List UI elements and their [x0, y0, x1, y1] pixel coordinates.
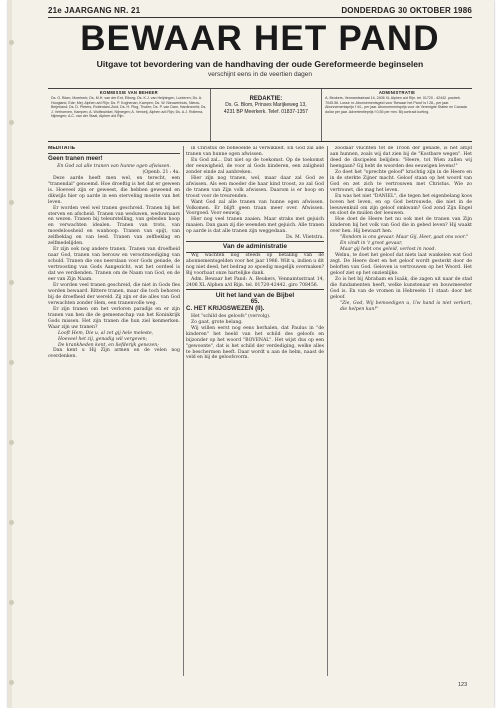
paragraph: En God zal... Dat niet op de toekomst. Op de toekomst der eeuwigheid, de voor al Gods kinderen, een zaligheid zonder einde zal aanbreken.	[186, 157, 324, 175]
administration-text: A. Beukers, Vennamtsstraat 14, 2406 XL Alphen a/d Rijn. tel. 01720 - 42442. postrek. 7045.56. Losse nr. Abonnementsgeld voor 'Bewaar het Pand' is f 28,- per jaar. Abonnementsprijs f 44,- per jaar. Abonnementsprijs voor de Verenigde Staten en Canada dollar per jaar. Advertentieprijs f 0,55 per mm. Bij contract korting.	[325, 96, 467, 114]
paragraph: Wij willen eerst nog eens herhalen, dat Paulus in "de kinderen" het beeld van het schild des geloofs en bijzonder op het woord "BOVENAL". Het wijst dus op een "gewoonte", dat is het schild der verdediging, welke alles te beschermen heeft. Daar wordt u aan de helm, naast de veld en bij de geloofsvorm.	[186, 325, 324, 361]
bible-article-number: 65.	[250, 297, 260, 305]
paragraph: Zo gaat, grote belang.	[191, 319, 243, 325]
scripture-quote: En God zal alle tranen van hunne ogen afwissen.	[57, 163, 171, 169]
issue-number: 21e JAARGANG NR. 21	[48, 6, 141, 15]
paragraph: Zo is het bij Abraham en Isaäk, die zagen uit naar de stad die fundamenten heeft, welke kunstenaar en bouwmeester God is. En van de vromen in Hebreeën 11 staat: door het geloof.	[330, 276, 472, 300]
psalm-line: Hoeveel het zij, genadig wil vergeven;	[58, 336, 148, 342]
issue-date: DONDERDAG 30 OKTOBER 1986	[341, 6, 472, 15]
quote-line: Maar gij hebt ons geleid, verlost in nood.	[340, 247, 436, 253]
column-meditation	[48, 146, 180, 676]
bible-article-subheading: C. HET KRIJGSWEZEN (II).	[186, 304, 265, 312]
paragraph: Hoe doet de Heere het nu ook met de tranen van Zijn kinderen bij het volk van God die in gebed leven? Hij waakt over hen. Hij bewaart hen.	[330, 217, 472, 235]
column-divider	[183, 146, 184, 676]
quote-line: "Rondom is ons gevaar. Maar Gij, Heer, gaat ons voor."	[340, 235, 469, 241]
paragraph: Er zijn ook nog andere tranen. Tranen van droefheid naar God, tranen van berouw en verootmoediging van schuld. Tranen die ons neerslaan voor Gods genade, de vertroosting van Gods Aangezicht, wat het oordeel is dat we verdienden. Tranen om de Naam van God, en de eer van Zijn Naam.	[48, 247, 180, 283]
binding-holes	[9, 0, 15, 708]
paragraph: Zo doet het "oprechte geloof" krachtig zijn in de Heere en in de sterkte Zijner macht. Geloof staan op het woord van God en zet zich te vertrouwen met Christus. Wie zo vertrouwt, die mag het leven.	[330, 169, 472, 193]
paragraph: Er zijn tranen om het verloren paradijs en er zijn tranen van hen die de gemeenschap van het Koninkrijk Gods missen. Het zijn tranen die hun ziel kenmerken. Waar zijn uw tranen?	[48, 306, 180, 330]
info-bar	[48, 88, 472, 142]
bible-article-heading: Uit het land van de Bijbel	[186, 289, 324, 299]
editor-name: Ds. G. Blom, Prinses Marijkeweg 13,	[225, 102, 307, 109]
paragraph: En was het niet "DANIEL", die tegen het eigenbelang koos boven het leven, en op God betrouwde, die niet in de leeuwenkuil om zijn geloof omkwam? God zond Zijn Engel en sloot de muilen der leeuwen.	[330, 193, 472, 217]
page-number: 123	[458, 682, 468, 688]
paragraph: Wij wachten nog steeds op betaling van de abonnementsgelden voor het jaar 1986. Wilt u, indien u dit nog niet deed, het bedrag zo spoedig mogelijk overmaken? Bij voorbaat onze hartelijke dank.	[186, 253, 324, 277]
administration-box	[322, 89, 472, 141]
board-heading: KOMMISSIE VAN BEHEER	[99, 90, 158, 95]
paragraph: Hier nog veel tranen zaaien. Maar straks met gejuich maaien. Dan gaan zij die weenden met gejuich. Alle tranen op aarde is dat alle tranen zijn weggedaan.	[186, 217, 324, 235]
column-right	[330, 146, 472, 676]
paragraph: Er worden veel wel tranen geschreid. Tranen bij het sterven en afscheid. Tranen van weduwen, weduwnaars en wezen. Tranen bij teleurstelling, van gebeden hoop en verwachten idealen. Tranen van trots, van moedeloosheid en wanhoop. Tranen van spijt, van zelfbeklag en van leed. Tranen van zelfbeklag en zelfmedelijden.	[48, 205, 180, 247]
psalm-line: De krankheden kent, en liefderijk genezen;	[58, 342, 159, 348]
masthead	[48, 6, 472, 78]
administration-heading: ADMINISTRATIE	[378, 90, 416, 95]
section-label-meditation: MEDITATIE	[48, 146, 180, 154]
paragraph: Dan kent u Hij Zijn armen en de velen nog overdenken.	[48, 348, 180, 360]
board-box	[48, 89, 210, 141]
column-middle	[186, 146, 324, 676]
article-heading: Geen tranen meer!	[48, 154, 103, 162]
editor-box	[210, 89, 322, 141]
newspaper-title: BEWAAR HET PAND	[80, 19, 440, 58]
paragraph: Er worden veel tranen geschreid, die niet in Gods fles worden bewaard. Bittere tranen, maar die toch behoren bij de droefheid der wereld. Zij zijn er die alles van God verwachten zonder Hem, een tranenvolle weg.	[48, 282, 180, 306]
paragraph: Welnu, te doet het geloof dat niets laat wankelen wat God zegt. De Heere doet en het geloof wordt gesterkt door de beloften van God. Geloven is vertrouwen op het Woord. Het geloof ziet op het onzienlijke.	[330, 253, 472, 277]
paragraph: Adm. Bewaar het Pand: A. Beukers, Vennamtsstraat 14, 2406 XL Alphen a/d Rijn. tel. 01720-42442. giro 708456.	[186, 277, 324, 288]
paragraph: Want God zal alle tranen van hunne ogen afwissen. Volkomen. Er blijft geen traan meer over. Afwissen. Voorgoed. Voor eeuwig.	[186, 199, 324, 217]
editor-address: 4231 BP Meerkerk. Telef. 01837-1357	[223, 109, 308, 116]
paragraph: Deze aarde heeft men wel, en terecht, een "tranendal" genoemd. Hoe droeftig is het dat er geween is. Hoeveel zijn er geweest, die hebben geweend en dikwijls hier op aarde in een sterveling moeite van het leven.	[48, 175, 180, 205]
column-divider	[327, 146, 328, 676]
paragraph: in Christus de boheoelde al verwikkelt. En God zal alle tranen van hunne ogen afwissen.	[186, 146, 324, 157]
psalm-line: Looft Hem, Die u, al zet gij hele meleste,	[58, 330, 154, 336]
paragraph: Hier zijn nog tranen, wel, maar daar zal God ze afwissen. Als een moeder die haar kind troost, zo zal God de tranen van Zijn volk afwissen. Daarom is er hoop en troost voor de treurenden.	[186, 175, 324, 199]
editor-heading: REDAKTIE:	[249, 96, 283, 102]
board-text: Ds. G. Blom, Moerkerk; Ds. M.H. van der Ent, Elburg; Ds. K.J. van Heijningen, Lunteren; Ds. A. Hoogland, Ede; Mej. Alphen a/d Rijn; Ds. P. Koghenan, Kampen; Ds. W. Nieuwenhuis, Nieuw-Beijerland; Ds. D. Pieters, Rotterdam-Zuid; Ds. H. Plug, Tholen; Ds. P. van Dam, Hardinxveld; Ds. J. Verhoeven, Kampen; A. Wolfswinkel, Nijmegen; A. Verweij, Alphen a/d Rijn; Ds. A.J. Rollema, Nijmegen; A.C. van der Staal, Alphen a/d Rijn.	[51, 96, 207, 119]
newspaper-tagline: verschijnt eens in de veertien dagen	[207, 71, 313, 78]
closing-quote: "Zie, God, Wij bemoedigen u, Uw hand is niet verkort, die helpen kan!"	[340, 300, 472, 312]
quote-line: En vindt in 't groot gevaar,	[340, 241, 403, 247]
article-signature: Ds. M. Vlietstra.	[285, 235, 324, 241]
masthead-rule	[48, 17, 472, 18]
scripture-reference: (Openb. 21 : 4a.	[142, 169, 180, 175]
masthead-topline	[48, 6, 472, 15]
newspaper-subtitle: Uitgave tot bevordering van de handhaving der oude Gereformeerde beginselen	[96, 59, 424, 69]
paragraph: Het "schild des geloofs" (vervolg).	[191, 313, 271, 319]
paragraph: zoodaar vluchten tot de Troon der genade, is het altijd aan hunnen, zoals wij dat zien bij de "Kostbare wegen". Het deed de discipelen belijden: "Heere, tot Wien zullen wij heengaan? Gij hebt de woorden des eeuwigen levens!"	[330, 146, 472, 169]
administration-heading: Van de administratie	[186, 241, 324, 253]
